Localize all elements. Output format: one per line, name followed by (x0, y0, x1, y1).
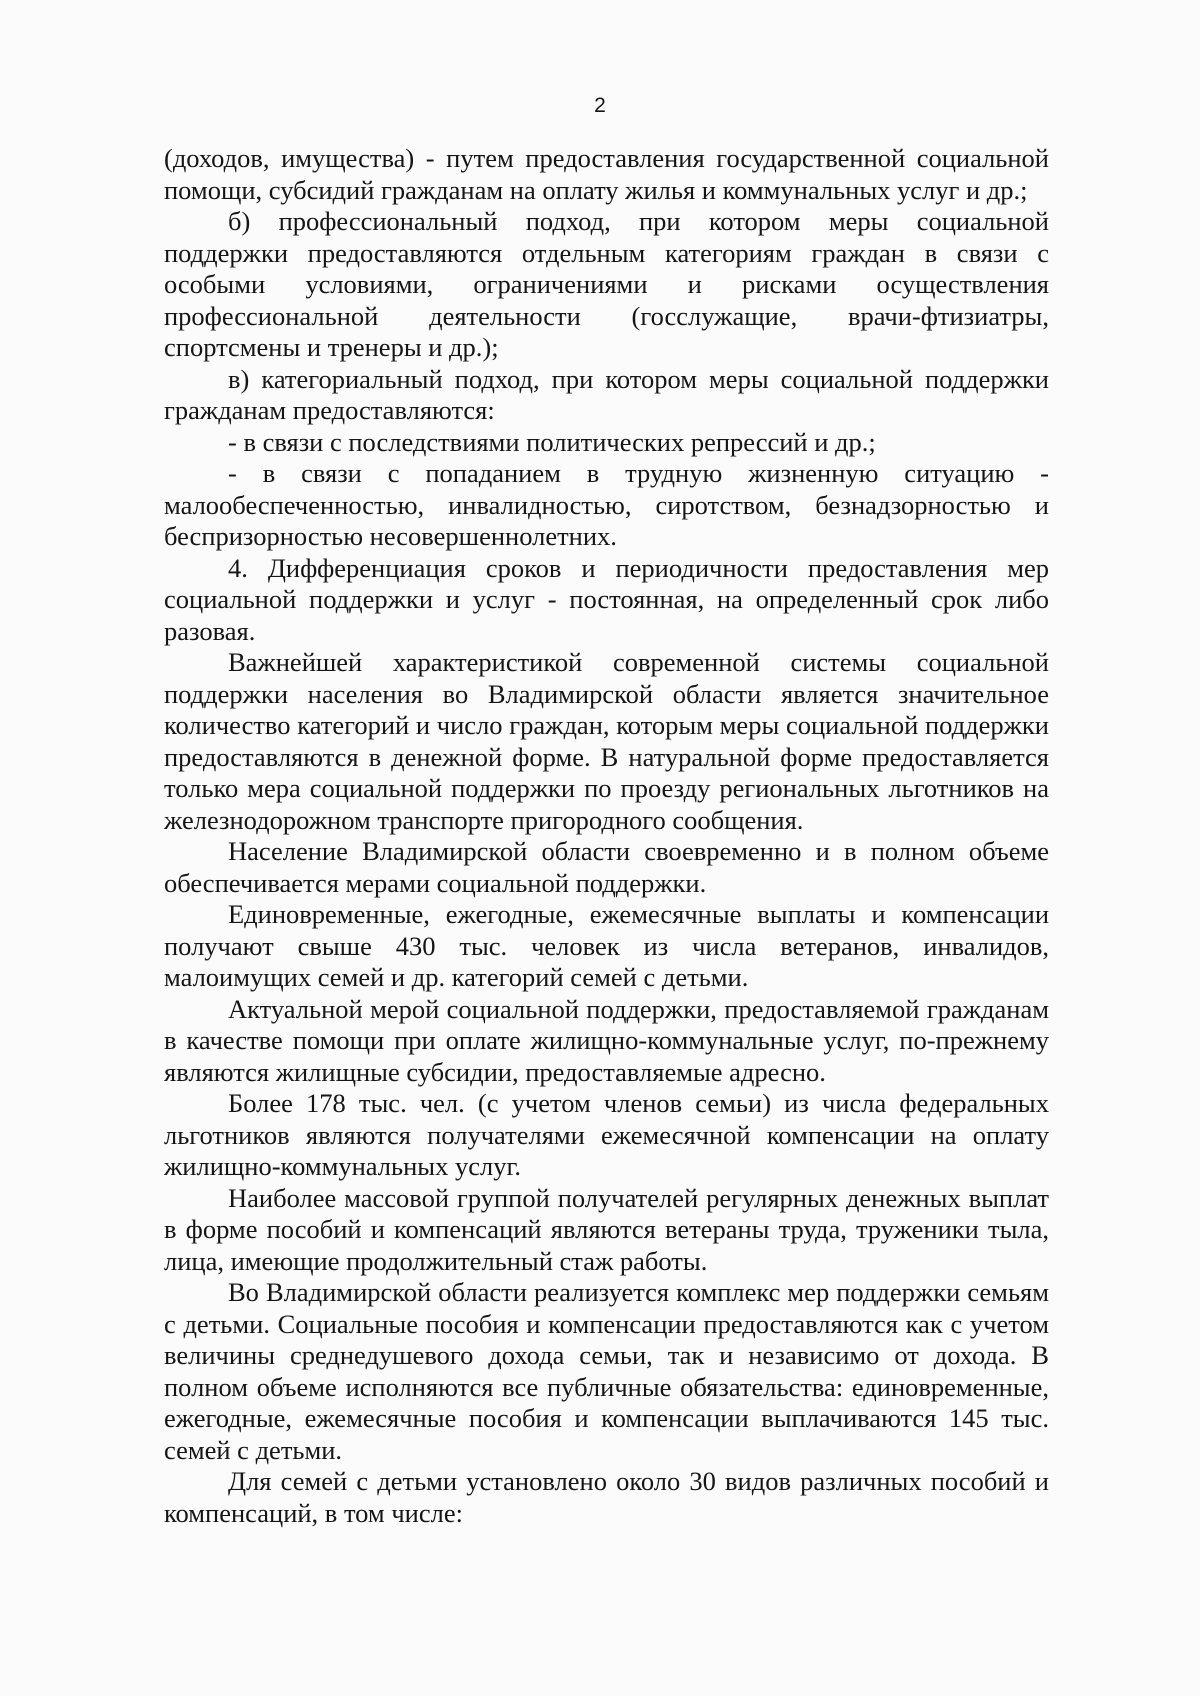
document-body (164, 143, 1049, 1529)
paragraph: Более 178 тыс. чел. (с учетом членов семьи) из числа федеральных льготников являются получателями ежемесячной компенсации на оплату жилищно-коммунальных услуг. (164, 1088, 1049, 1181)
paragraph: (доходов, имущества) - путем предоставления государственной социальной помощи, субсидий гражданам на оплату жилья и коммунальных услуг и др.; (164, 143, 1049, 205)
paragraph: Во Владимирской области реализуется комплекс мер поддержки семьям с детьми. Социальные пособия и компенсации предоставляются как с учетом величины среднедушевого дохода семьи, так и независимо от дохода. В полном объеме исполняются все публичные обязательства: единовременные, ежегодные, ежемесячные пособия и компенсации выплачиваются 145 тыс. семей с детьми. (164, 1277, 1049, 1465)
paragraph: - в связи с последствиями политических репрессий и др.; (228, 426, 876, 457)
paragraph: в) категориальный подход, при котором меры социальной поддержки гражданам предоставляются: (164, 363, 1049, 425)
paragraph: Актуальной мерой социальной поддержки, предоставляемой гражданам в качестве помощи при оплате жилищно-коммунальные услуг, по-прежнему являются жилищные субсидии, предоставляемые адресно. (164, 993, 1049, 1087)
paragraph: - в связи с попаданием в трудную жизненную ситуацию - малообеспеченностью, инвалидностью, сиротством, безнадзорностью и беспризорностью несовершеннолетних. (164, 458, 1049, 551)
page-number: 2 (594, 94, 606, 117)
paragraph: Важнейшей характеристикой современной системы социальной поддержки населения во Владимирской области является значительное количество категорий и число граждан, которым меры социальной поддержки предоставляются в денежной форме. В натуральной форме предоставляется только мера социальной поддержки по проезду региональных льготников на железнодорожном транспорте пригородного сообщения. (164, 647, 1049, 835)
paragraph: Единовременные, ежегодные, ежемесячные выплаты и компенсации получают свыше 430 тыс. человек из числа ветеранов, инвалидов, малоимущих семей и др. категорий семей с детьми. (164, 899, 1049, 992)
paragraph: 4. Дифференциация сроков и периодичности предоставления мер социальной поддержки и услуг - постоянная, на определенный срок либо разовая. (164, 552, 1049, 646)
paragraph: Для семей с детьми установлено около 30 видов различных пособий и компенсаций, в том числе: (164, 1466, 1049, 1528)
paragraph: Население Владимирской области своевременно и в полном объеме обеспечивается мерами социальной поддержки. (164, 836, 1049, 898)
paragraph: б) профессиональный подход, при котором меры социальной поддержки предоставляются отдельным категориям граждан в связи с особыми условиями, ограничениями и рисками осуществления профессиональной деятельности (госслужащие, врачи-фтизиатры, спортсмены и тренеры и др.); (164, 206, 1049, 362)
paragraph: Наиболее массовой группой получателей регулярных денежных выплат в форме пособий и компенсаций являются ветераны труда, труженики тыла, лица, имеющие продолжительный стаж работы. (164, 1182, 1049, 1276)
